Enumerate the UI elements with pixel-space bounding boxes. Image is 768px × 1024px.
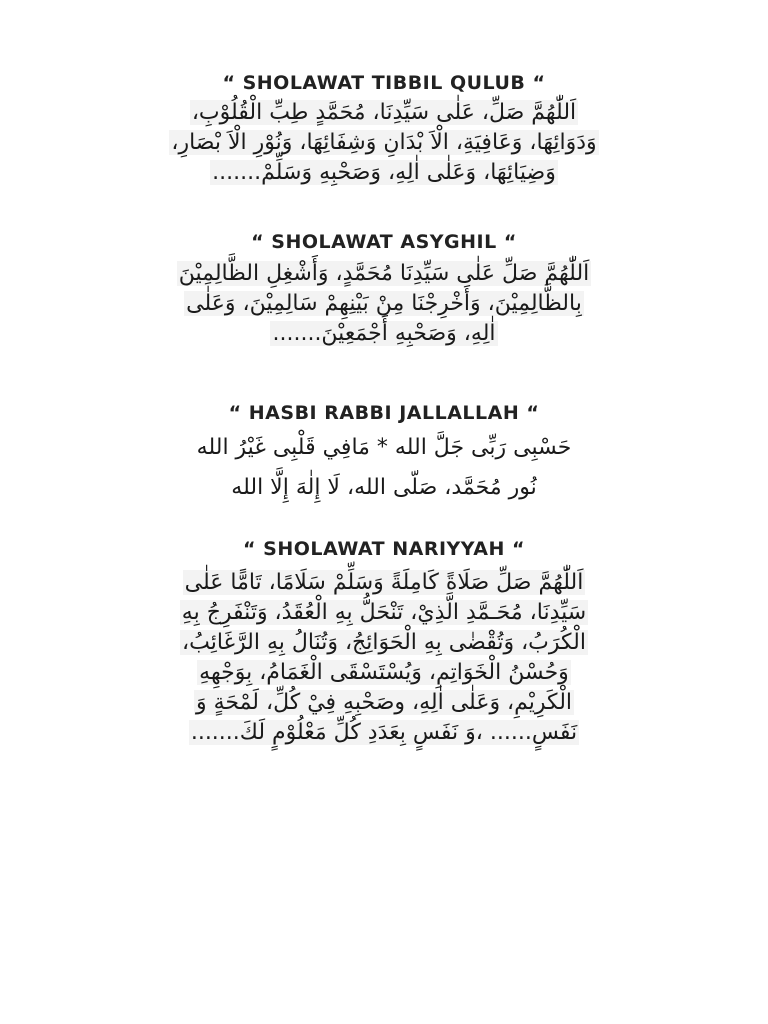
arabic-line: اَللّٰهُمَّ صَلِّ، عَلٰى سَيِّدِنَا، مُحَمَّدٍ طِبِّ الْقُلُوْبِ، [191,100,577,125]
arabic-line: سَيِّدِنَا، مُحَـمَّدِ الَّذِيْ، تَنْحَلُّ بِهِ الْعُقَدُ، وَتَنْفَرِجُ بِهِ [181,600,587,625]
arabic-line: حَسْبِى رَبِّى جَلَّ الله * مَافِي قَلْبِى غَيْرُ الله [196,435,572,460]
section-title: “ HASBI RABBI JALLALLAH “ [228,402,540,424]
arabic-line: اَللّٰهُمَّ صَلِّ عَلٰى سَيِّدِنَا مُحَمَّدٍ، وَأَشْغِلِ الظَّالِمِيْنَ [178,261,590,286]
section-title: “ SHOLAWAT ASYGHIL “ [251,231,517,253]
section-asyghil [90,229,678,349]
arabic-line: وَحُسْنُ الْخَوَاتِمِ، وَيُسْتَسْقَى الْغَمَامُ، بِوَجْهِهِ [199,660,569,685]
section-tibbil-qulub [90,70,678,188]
arabic-text-block [90,568,678,748]
section-nariyyah [90,536,678,748]
arabic-text-block [90,259,678,349]
arabic-line: اٰلِهِ، وَصَحْبِهِ أَجْمَعِيْنَ....... [272,321,496,346]
arabic-line: نَفَسٍ...... ،وَ نَفَسٍ بِعَدَدِ كُلِّ مَعْلُوْمٍ لَكَ....... [190,720,578,745]
arabic-line: وَضِيَائِهَا، وَعَلٰى اٰلِهِ، وَصَحْبِهِ وَسَلِّمْ....... [212,160,556,185]
section-hasbi-rabbi [90,400,678,508]
arabic-line: نُور مُحَمَّد، صَلّى الله، لَا إِلٰهَ إِلَّا الله [231,475,537,500]
arabic-line: اَللّٰهُمَّ صَلِّ صَلَاةً كَامِلَةً وَسَلِّمْ سَلَامًا، تَامًّا عَلٰى [184,570,584,595]
arabic-line: الْكَرِيْمِ، وَعَلٰى اٰلِهِ، وصَحْبِهِ فِيْ كُلِّ، لَمْحَةٍ وَ [195,690,573,715]
arabic-line: وَدَوَائِهَا، وَعَافِيَةِ، الْاَ بْدَانِ وَشِفَائِهَا، وَنُوْرِ الْاَ بْصَارِ، [171,130,597,155]
section-title: “ SHOLAWAT NARIYYAH “ [243,538,525,560]
arabic-line: الْكُرَبُ، وَتُقْضٰى بِهِ الْحَوَائِجُ، وَتُنَالُ بِهِ الرَّغَائِبُ، [182,630,586,655]
arabic-text-block [90,428,678,508]
section-title: “ SHOLAWAT TIBBIL QULUB “ [222,72,546,94]
arabic-line: بِالظَّالِمِيْنَ، وَأَخْرِجْنَا مِنْ بَيْنِهِمْ سَالِمِيْنَ، وَعَلٰى [186,291,582,316]
arabic-text-block [90,98,678,188]
